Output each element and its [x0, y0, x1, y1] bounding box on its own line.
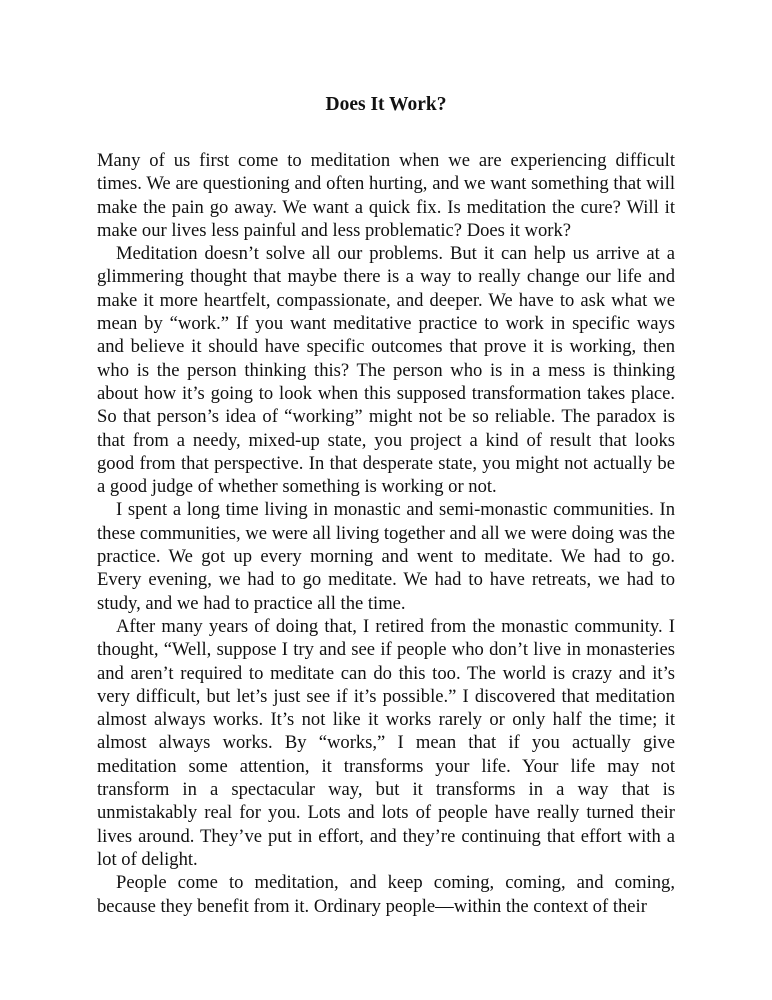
paragraph-1: Many of us first come to meditation when we are experiencing difficult times. We are questioning and often hurting, and we want something that will make the pain go away. We want a quick fix. Is meditation the cure? Will it make our lives less painful and less problematic? Does it work?: [97, 150, 675, 241]
paragraph-3: I spent a long time living in monastic and semi-monastic communities. In these communities, we were all living together and all we were doing was the practice. We got up every morning and went to meditate. We had to go. Every evening, we had to go meditate. We had to have retreats, we had to study, and we had to practice all the time.: [97, 499, 675, 614]
page-title: Does It Work?: [325, 94, 447, 115]
body-text: [97, 149, 675, 918]
paragraph-5: People come to meditation, and keep coming, coming, and coming, because they benefit from it. Ordinary people—within the context of their: [97, 872, 675, 917]
paragraph-4: After many years of doing that, I retired from the monastic community. I thought, “Well, suppose I try and see if people who don’t live in monasteries and aren’t required to meditate can do this too. The world is crazy and it’s very difficult, but let’s just see if it’s possible.” I discovered that meditation almost always works. It’s not like it works rarely or only half the time; it almost always works. By “works,” I mean that if you actually give meditation some attention, it transforms your life. Your life may not transform in a spectacular way, but it transforms in a way that is unmistakably real for you. Lots and lots of people have really turned their lives around. They’ve put in effort, and they’re continuing that effort with a lot of delight.: [97, 615, 675, 870]
paragraph-2: Meditation doesn’t solve all our problems. But it can help us arrive at a glimmering thought that maybe there is a way to really change our life and make it more heartfelt, compassionate, and deeper. We have to ask what we mean by “work.” If you want meditative practice to work in specific ways and believe it should have specific outcomes that prove it is working, then who is the person thinking this? The person who is in a mess is thinking about how it’s going to look when this supposed transformation takes place. So that person’s idea of “working” might not be so reliable. The paradox is that from a needy, mixed-up state, you project a kind of result that looks good from that perspective. In that desperate state, you might not actually be a good judge of whether something is working or not.: [97, 243, 675, 498]
